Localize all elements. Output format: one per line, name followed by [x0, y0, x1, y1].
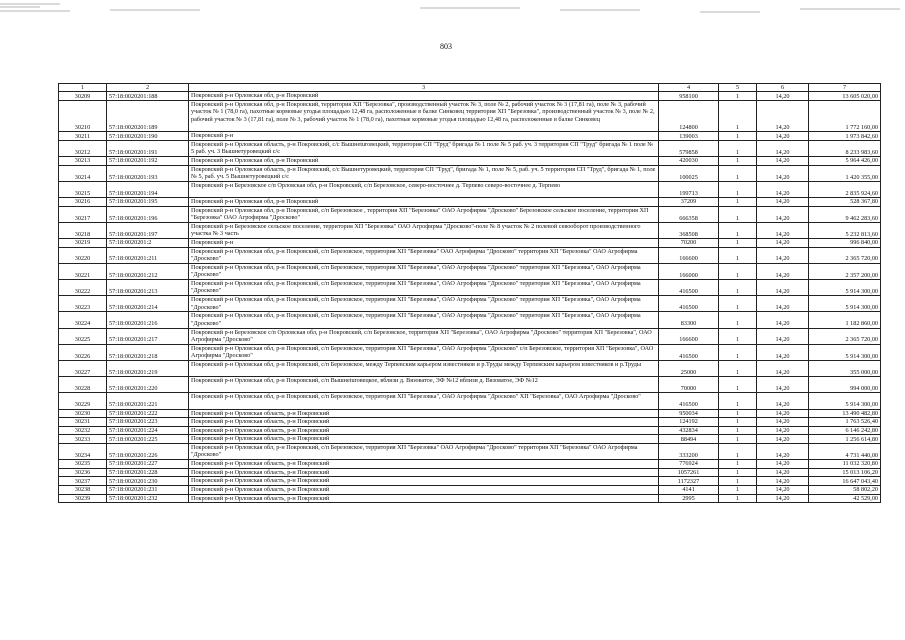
- table-row: [59, 460, 881, 469]
- row-number: 30213: [59, 157, 107, 166]
- rate-value: 14,20: [757, 426, 809, 435]
- cadastral-number: 57:18:0020201:230: [107, 477, 189, 486]
- rate-value: 14,20: [757, 468, 809, 477]
- header-cell: 2: [107, 84, 189, 92]
- location-description: Покровский р-н Орловская обл, р-н Покровский, с/п Березовское, территория ХП "Березовка", ОАО Агрофирма "Дросково" территория ХП "Березовка", ОАО Агрофирма "Дросково": [189, 296, 659, 312]
- count-value: 1: [719, 409, 757, 418]
- cadastral-number: 57:18:0020201:193: [107, 165, 189, 181]
- scan-header-noise: [0, 0, 905, 40]
- table-row: [59, 101, 881, 132]
- table-row: [59, 468, 881, 477]
- count-value: 1: [719, 418, 757, 427]
- area-value: 124800: [659, 101, 719, 132]
- cadastral-value: 2 835 924,60: [809, 181, 881, 197]
- row-number: 30222: [59, 280, 107, 296]
- location-description: Покровский р-н Орловская обл, р-н Покровский, с/п Березовское , территория ХП "Березовка" ОАО Агрофирма "Дросково" Березовское сельское поселение, территория ХП "Березовка" ОАО Агрофирма "Дросково": [189, 206, 659, 222]
- cadastral-number: 57:18:0020201:195: [107, 198, 189, 207]
- rate-value: 14,20: [757, 377, 809, 393]
- cadastral-value: 2 365 720,00: [809, 247, 881, 263]
- location-description: Покровский р-н Орловская область, р-н Покровский: [189, 485, 659, 494]
- row-number: 30225: [59, 328, 107, 344]
- rate-value: 14,20: [757, 165, 809, 181]
- row-number: 30210: [59, 101, 107, 132]
- area-value: 4141: [659, 485, 719, 494]
- count-value: 1: [719, 101, 757, 132]
- area-value: 950034: [659, 409, 719, 418]
- cadastral-value: 1 772 160,00: [809, 101, 881, 132]
- cadastral-number: 57:18:0020201:221: [107, 393, 189, 409]
- cadastral-value: 1 182 860,00: [809, 312, 881, 328]
- count-value: 1: [719, 198, 757, 207]
- area-value: 37209: [659, 198, 719, 207]
- cadastral-value: 355 000,00: [809, 361, 881, 377]
- location-description: Покровский р-н Орловская обл, р-н Покровский: [189, 92, 659, 101]
- rate-value: 14,20: [757, 312, 809, 328]
- cadastral-value: 5 914 300,00: [809, 296, 881, 312]
- row-number: 30229: [59, 393, 107, 409]
- header-cell: 4: [659, 84, 719, 92]
- cadastral-value: 15 013 106,20: [809, 468, 881, 477]
- cadastral-value: 994 000,00: [809, 377, 881, 393]
- cadastral-number: 57:18:0020201:220: [107, 377, 189, 393]
- rate-value: 14,20: [757, 206, 809, 222]
- count-value: 1: [719, 140, 757, 156]
- table-row: [59, 198, 881, 207]
- area-value: 1172327: [659, 477, 719, 486]
- count-value: 1: [719, 247, 757, 263]
- header-cell: 3: [189, 84, 659, 92]
- count-value: 1: [719, 263, 757, 279]
- cadastral-value: 1 763 526,40: [809, 418, 881, 427]
- land-register-table: [58, 83, 881, 503]
- location-description: Покровский р-н Орловская область, р-н Покровский: [189, 426, 659, 435]
- cadastral-number: 57:18:0020201:228: [107, 468, 189, 477]
- table-row: [59, 418, 881, 427]
- table-row: [59, 485, 881, 494]
- table-row: [59, 181, 881, 197]
- cadastral-value: 1 256 614,80: [809, 435, 881, 444]
- row-number: 30238: [59, 485, 107, 494]
- row-number: 30216: [59, 198, 107, 207]
- count-value: 1: [719, 92, 757, 101]
- row-number: 30217: [59, 206, 107, 222]
- rate-value: 14,20: [757, 477, 809, 486]
- count-value: 1: [719, 468, 757, 477]
- count-value: 1: [719, 426, 757, 435]
- location-description: Покровский р-н Орловская обл, р-н Покровский, с/п Березовское, территория ХП "Березовка" ОАО Агрофирма "Дросково" территория ХП "Березовка" ОАО Агрофирма "Дросково": [189, 443, 659, 459]
- location-description: Покровский р-н Орловская область, р-н Покровский: [189, 409, 659, 418]
- count-value: 1: [719, 328, 757, 344]
- table-row: [59, 296, 881, 312]
- area-value: 416500: [659, 393, 719, 409]
- cadastral-number: 57:18:0020201:232: [107, 494, 189, 503]
- table-row: [59, 140, 881, 156]
- cadastral-number: 57:18:0020201:189: [107, 101, 189, 132]
- cadastral-number: 57:18:0020201:211: [107, 247, 189, 263]
- cadastral-number: 57:18:0020201:196: [107, 206, 189, 222]
- count-value: 1: [719, 361, 757, 377]
- cadastral-number: 57:18:0020201:194: [107, 181, 189, 197]
- cadastral-value: 2 365 720,00: [809, 328, 881, 344]
- area-value: 1057261: [659, 468, 719, 477]
- row-number: 30227: [59, 361, 107, 377]
- area-value: 958100: [659, 92, 719, 101]
- count-value: 1: [719, 460, 757, 469]
- table-row: [59, 239, 881, 248]
- table-row: [59, 206, 881, 222]
- table-row: [59, 377, 881, 393]
- location-description: Покровский р-н Орловская обл, р-н Покровский: [189, 198, 659, 207]
- row-number: 30215: [59, 181, 107, 197]
- location-description: Покровский р-н Орловская обл, р-н Покровский, территория ХП "Березовка", производственный участок № 3, поле № 2, рабочий участок № 3 (17,81 га), поле № 3, рабочий участок № 1 (78,0 га), пахотные кормовые угодья площадью 12,48 га, расположенные в балке Синковец территория ХП "Березовка", производственный участок № 3, поле № 2, рабочий участок № 3 (17,81 га), поле № 3, рабочий участок № 1 (78,0 га), пахотные кормовые угодья площадью 12,48 га, расположенные в балке Синковец: [189, 101, 659, 132]
- header-cell: 7: [809, 84, 881, 92]
- cadastral-number: 57:18:0020201:224: [107, 426, 189, 435]
- area-value: 199713: [659, 181, 719, 197]
- location-description: Покровский р-н Орловская обл, р-н Покровский, с/п Березовское, территория ХП "Березовка", ОАО Агрофирма "Дросково" территория ХП "Березовка", ОАО Агрофирма "Дросково": [189, 263, 659, 279]
- area-value: 166600: [659, 247, 719, 263]
- location-description: Покровский р-н Березовское с/п Орловская обл, р-н Покровский, с/п Березовское, северо-восточнее д. Терпево северо-восточнее д. Терпево: [189, 181, 659, 197]
- row-number: 30220: [59, 247, 107, 263]
- area-value: 416500: [659, 280, 719, 296]
- row-number: 30235: [59, 460, 107, 469]
- cadastral-number: 57:18:0020201:222: [107, 409, 189, 418]
- row-number: 30232: [59, 426, 107, 435]
- cadastral-value: 5 914 300,00: [809, 344, 881, 360]
- cadastral-number: 57:18:0020201:223: [107, 418, 189, 427]
- count-value: 1: [719, 157, 757, 166]
- table-row: [59, 165, 881, 181]
- count-value: 1: [719, 344, 757, 360]
- table-row: [59, 443, 881, 459]
- table-row: [59, 312, 881, 328]
- location-description: Покровский р-н Березовское сельское поселение, территория ХП "Березовка" ОАО Агрофирма "Дросково"-поле № 8 участок № 2 полевой севооборот производственного участка № 3 часть: [189, 222, 659, 238]
- rate-value: 14,20: [757, 418, 809, 427]
- table-row: [59, 409, 881, 418]
- cadastral-value: 6 146 242,80: [809, 426, 881, 435]
- row-number: 30231: [59, 418, 107, 427]
- area-value: 432834: [659, 426, 719, 435]
- table-row: [59, 132, 881, 141]
- row-number: 30237: [59, 477, 107, 486]
- location-description: Покровский р-н: [189, 132, 659, 141]
- cadastral-number: 57:18:0020201:225: [107, 435, 189, 444]
- rate-value: 14,20: [757, 344, 809, 360]
- area-value: 100025: [659, 165, 719, 181]
- count-value: 1: [719, 132, 757, 141]
- rate-value: 14,20: [757, 280, 809, 296]
- table-row: [59, 247, 881, 263]
- rate-value: 14,20: [757, 263, 809, 279]
- area-value: 776924: [659, 460, 719, 469]
- cadastral-number: 57:18:0020201:214: [107, 296, 189, 312]
- location-description: Покровский р-н Орловская обл, р-н Покровский, с/п Березовское, территория ХП "Березовка" ОАО Агрофирма "Дросково" территория ХП "Березовка" ОАО Агрофирма "Дросково": [189, 247, 659, 263]
- cadastral-value: 9 462 283,60: [809, 206, 881, 222]
- rate-value: 14,20: [757, 296, 809, 312]
- count-value: 1: [719, 239, 757, 248]
- row-number: 30224: [59, 312, 107, 328]
- cadastral-value: 5 964 426,00: [809, 157, 881, 166]
- cadastral-number: 57:18:0020201:227: [107, 460, 189, 469]
- table-row: [59, 494, 881, 503]
- area-value: 666358: [659, 206, 719, 222]
- area-value: 70000: [659, 377, 719, 393]
- cadastral-number: 57:18:0020201:226: [107, 443, 189, 459]
- row-number: 30239: [59, 494, 107, 503]
- location-description: Покровский р-н Орловская обл, р-н Покровский: [189, 157, 659, 166]
- header-cell: 5: [719, 84, 757, 92]
- location-description: Покровский р-н Орловская область, р-н Покровский: [189, 435, 659, 444]
- rate-value: 14,20: [757, 247, 809, 263]
- count-value: 1: [719, 477, 757, 486]
- cadastral-value: 5 914 300,00: [809, 280, 881, 296]
- rate-value: 14,20: [757, 409, 809, 418]
- location-description: Покровский р-н Орловская обл, р-н Покровский, с/п Березовское, территория ХП "Березовка", ОАО Агрофирма "Дросково" территория ХП "Березовка", ОАО Агрофирма "Дросково": [189, 312, 659, 328]
- count-value: 1: [719, 165, 757, 181]
- area-value: 88494: [659, 435, 719, 444]
- table-row: [59, 344, 881, 360]
- location-description: Покровский р-н Орловская область, р-н Покровский: [189, 494, 659, 503]
- cadastral-value: 996 840,00: [809, 239, 881, 248]
- cadastral-number: 57:18:0020201:216: [107, 312, 189, 328]
- location-description: Покровский р-н Орловская область, р-н Покровский: [189, 477, 659, 486]
- count-value: 1: [719, 206, 757, 222]
- cadastral-number: 57:18:0020201:219: [107, 361, 189, 377]
- rate-value: 14,20: [757, 222, 809, 238]
- rate-value: 14,20: [757, 494, 809, 503]
- location-description: Покровский р-н Березовское с/п Орловская обл, р-н Покровский, с/п Березовское, территория ХП "Березовка", ОАО Агрофирма "Дросково" территория ХП "Березовка", ОАО Агрофирма "Дросково": [189, 328, 659, 344]
- cadastral-number: 57:18:0020201:190: [107, 132, 189, 141]
- rate-value: 14,20: [757, 239, 809, 248]
- cadastral-value: 5 232 813,60: [809, 222, 881, 238]
- cadastral-value: 13 605 020,00: [809, 92, 881, 101]
- rate-value: 14,20: [757, 198, 809, 207]
- area-value: 124192: [659, 418, 719, 427]
- location-description: Покровский р-н Орловская обл, р-н Покровский, с/п Вышнеturовецкое, вблизи д. Вязоватое, ЭФ №12 вблизи д. Вязоватое, ЭФ №12: [189, 377, 659, 393]
- rate-value: 14,20: [757, 101, 809, 132]
- area-value: 166000: [659, 263, 719, 279]
- rate-value: 14,20: [757, 435, 809, 444]
- cadastral-value: 5 914 300,00: [809, 393, 881, 409]
- rate-value: 14,20: [757, 92, 809, 101]
- area-value: 368508: [659, 222, 719, 238]
- cadastral-number: 57:18:0020201:212: [107, 263, 189, 279]
- count-value: 1: [719, 377, 757, 393]
- area-value: 83300: [659, 312, 719, 328]
- location-description: Покровский р-н Орловская область, р-н Покровский, с/с Вышнетуровецкий, территория СП "Труд", бригада № 1, поле № 5, раб. уч. 5 территория СП "Труд", бригада № 1, поле № 5, раб. уч. 5 Вышнетуровецкий с/с: [189, 165, 659, 181]
- row-number: 30234: [59, 443, 107, 459]
- cadastral-value: 4 731 440,00: [809, 443, 881, 459]
- cadastral-value: 8 233 983,60: [809, 140, 881, 156]
- rate-value: 14,20: [757, 140, 809, 156]
- cadastral-number: 57:18:0020201:192: [107, 157, 189, 166]
- row-number: 30223: [59, 296, 107, 312]
- count-value: 1: [719, 435, 757, 444]
- row-number: 30211: [59, 132, 107, 141]
- table-row: [59, 426, 881, 435]
- cadastral-value: 16 647 043,40: [809, 477, 881, 486]
- table-row: [59, 393, 881, 409]
- count-value: 1: [719, 443, 757, 459]
- location-description: Покровский р-н Орловская обл, р-н Покровский, с/п Березовское, территория ХП "Березовка", ОАО Агрофирма "Дросково" с/п Березовское, территория ХП "Березовка", ОАО Агрофирма "Дросково": [189, 344, 659, 360]
- location-description: Покровский р-н Орловская обл, р-н Покровский, с/п Березовское, территория ХП "Березовка", ОАО Агрофирма "Дросково" ХП "Березовка", ОАО Агрофирма "Дросково": [189, 393, 659, 409]
- count-value: 1: [719, 181, 757, 197]
- cadastral-value: 528 367,80: [809, 198, 881, 207]
- rate-value: 14,20: [757, 361, 809, 377]
- count-value: 1: [719, 393, 757, 409]
- location-description: Покровский р-н Орловская область, р-н Покровский: [189, 418, 659, 427]
- count-value: 1: [719, 296, 757, 312]
- location-description: Покровский р-н Орловская обл, р-н Покровский, с/п Березовское, территория ХП "Березовка", ОАО Агрофирма "Дросково" территория ХП "Березовка", ОАО Агрофирма "Дросково": [189, 280, 659, 296]
- area-value: 166600: [659, 328, 719, 344]
- count-value: 1: [719, 494, 757, 503]
- row-number: 30221: [59, 263, 107, 279]
- table-row: [59, 328, 881, 344]
- rate-value: 14,20: [757, 460, 809, 469]
- cadastral-number: 57:18:0020201:218: [107, 344, 189, 360]
- table-row: [59, 435, 881, 444]
- cadastral-value: 58 802,20: [809, 485, 881, 494]
- row-number: 30212: [59, 140, 107, 156]
- location-description: Покровский р-н Орловская обл, р-н Покровский, с/п Березовское, между Терпевским карьером известняков и р.Труды между Терпевским карьером известняков и р.Труды: [189, 361, 659, 377]
- location-description: Покровский р-н Орловская область, р-н Покровский, с/с Вышнеturовецкий, территория СП "Труд" бригада № 1 поле № 5 раб. уч. 3 территория СП "Труд" бригада № 1 поле № 5 раб. уч. 3 Вышнетуровецкий с/с: [189, 140, 659, 156]
- table-row: [59, 92, 881, 101]
- count-value: 1: [719, 280, 757, 296]
- area-value: 420030: [659, 157, 719, 166]
- location-description: Покровский р-н Орловская область, р-н Покровский: [189, 460, 659, 469]
- table-row: [59, 361, 881, 377]
- area-value: 2995: [659, 494, 719, 503]
- count-value: 1: [719, 312, 757, 328]
- row-number: 30209: [59, 92, 107, 101]
- cadastral-number: 57:18:0020201:197: [107, 222, 189, 238]
- cadastral-value: 13 490 482,80: [809, 409, 881, 418]
- rate-value: 14,20: [757, 157, 809, 166]
- row-number: 30226: [59, 344, 107, 360]
- table-row: [59, 280, 881, 296]
- row-number: 30214: [59, 165, 107, 181]
- rate-value: 14,20: [757, 485, 809, 494]
- rate-value: 14,20: [757, 443, 809, 459]
- cadastral-number: 57:18:0020201:191: [107, 140, 189, 156]
- table-row: [59, 222, 881, 238]
- rate-value: 14,20: [757, 393, 809, 409]
- table-row: [59, 157, 881, 166]
- area-value: 70200: [659, 239, 719, 248]
- area-value: 333200: [659, 443, 719, 459]
- cadastral-value: 42 529,00: [809, 494, 881, 503]
- location-description: Покровский р-н Орловская область, р-н Покровский: [189, 468, 659, 477]
- table-row: [59, 477, 881, 486]
- location-description: Покровский р-н: [189, 239, 659, 248]
- cadastral-value: 1 973 842,60: [809, 132, 881, 141]
- area-value: 25000: [659, 361, 719, 377]
- cadastral-value: 2 357 200,00: [809, 263, 881, 279]
- cadastral-number: 57:18:0020201:231: [107, 485, 189, 494]
- header-cell: 1: [59, 84, 107, 92]
- area-value: 416500: [659, 296, 719, 312]
- cadastral-number: 57:18:0020201:217: [107, 328, 189, 344]
- area-value: 416500: [659, 344, 719, 360]
- area-value: 139003: [659, 132, 719, 141]
- cadastral-value: 11 032 320,80: [809, 460, 881, 469]
- page-number: 803: [440, 42, 452, 51]
- rate-value: 14,20: [757, 181, 809, 197]
- row-number: 30228: [59, 377, 107, 393]
- area-value: 579858: [659, 140, 719, 156]
- table-header-row: [59, 84, 881, 92]
- cadastral-number: 57:18:0020201:188: [107, 92, 189, 101]
- row-number: 30218: [59, 222, 107, 238]
- header-cell: 6: [757, 84, 809, 92]
- row-number: 30236: [59, 468, 107, 477]
- cadastral-number: 57:18:0020201:213: [107, 280, 189, 296]
- rate-value: 14,20: [757, 132, 809, 141]
- cadastral-number: 57:18:0020201:2: [107, 239, 189, 248]
- count-value: 1: [719, 485, 757, 494]
- table-row: [59, 263, 881, 279]
- rate-value: 14,20: [757, 328, 809, 344]
- row-number: 30233: [59, 435, 107, 444]
- row-number: 30219: [59, 239, 107, 248]
- row-number: 30230: [59, 409, 107, 418]
- cadastral-value: 1 420 355,00: [809, 165, 881, 181]
- count-value: 1: [719, 222, 757, 238]
